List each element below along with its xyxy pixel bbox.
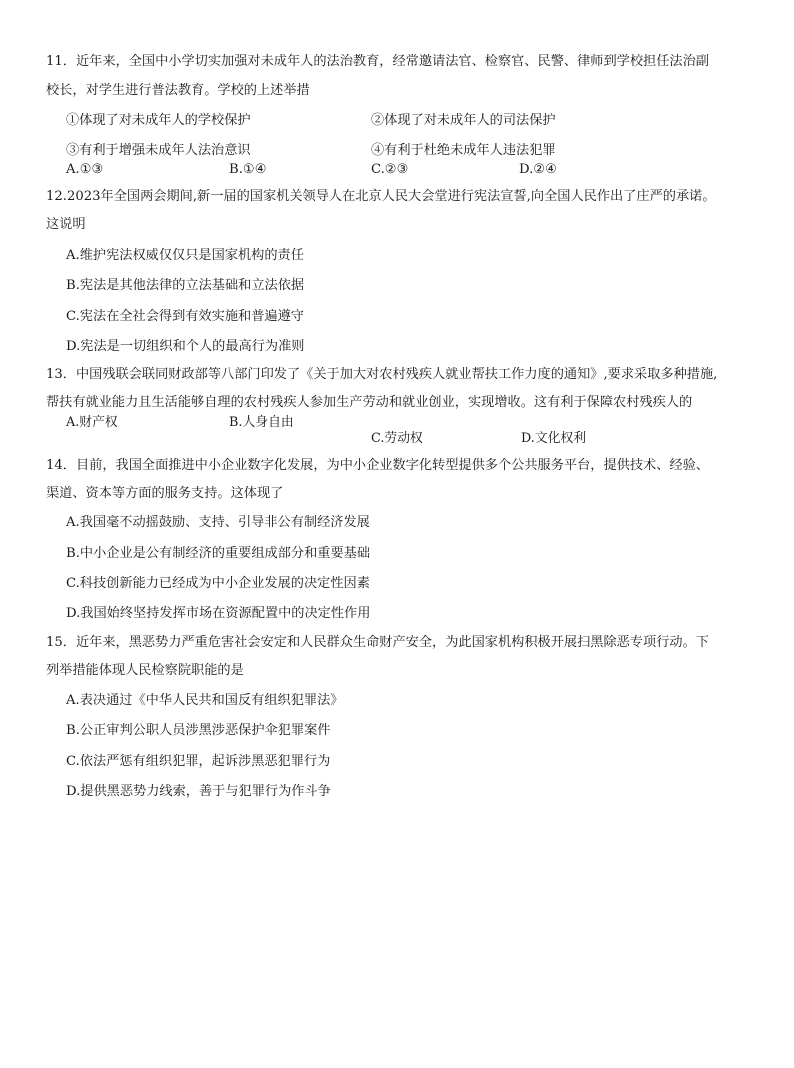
q14-option-c: C.科技创新能力已经成为中小企业发展的决定性因素 xyxy=(66,576,370,591)
q13-option-a: A.财产权 xyxy=(66,415,118,430)
q15-option-b: B.公正审判公职人员涉黑涉恶保护伞犯罪案件 xyxy=(66,723,331,738)
q11-statement-4: ④有利于杜绝未成年人违法犯罪 xyxy=(371,143,556,158)
q13-stem-line1: 13．中国残联会联同财政部等八部门印发了《关于加大对农村残疾人就业帮扶工作力度的通知》,要求采取多种措施, xyxy=(46,367,718,382)
q12-option-c: C.宪法在全社会得到有效实施和普遍遵守 xyxy=(66,309,304,324)
q12-option-a: A.维护宪法权威仅仅只是国家机构的责任 xyxy=(66,248,304,263)
q14-stem-line1: 14．目前，我国全面推进中小企业数字化发展，为中小企业数字化转型提供多个公共服务平台，提供技术、经验、 xyxy=(46,458,709,473)
q13-option-c: C.劳动权 xyxy=(371,431,423,446)
q13-option-d: D.文化权利 xyxy=(521,431,587,446)
q11-stem-line2: 校长，对学生进行普法教育。学校的上述举措 xyxy=(46,83,310,98)
q11-option-c: C.②③ xyxy=(371,162,409,177)
q15-option-d: D.提供黑恶势力线索，善于与犯罪行为作斗争 xyxy=(66,784,331,799)
q14-option-d: D.我国始终坚持发挥市场在资源配置中的决定性作用 xyxy=(66,606,371,621)
q15-option-a: A.表决通过《中华人民共和国反有组织犯罪法》 xyxy=(66,693,344,708)
q12-option-d: D.宪法是一切组织和个人的最高行为准则 xyxy=(66,339,305,354)
q11-stem-line1: 11．近年来，全国中小学切实加强对未成年人的法治教育，经常邀请法官、检察官、民警、律师到学校担任法治副 xyxy=(46,54,709,69)
q11-option-a: A.①③ xyxy=(66,162,104,177)
q11-statement-1: ①体现了对未成年人的学校保护 xyxy=(66,113,251,128)
q12-option-b: B.宪法是其他法律的立法基础和立法依据 xyxy=(66,278,305,293)
q15-stem-line2: 列举措能体现人民检察院职能的是 xyxy=(46,663,244,678)
q15-option-c: C.依法严惩有组织犯罪，起诉涉黑恶犯罪行为 xyxy=(66,754,331,769)
q11-option-d: D.②④ xyxy=(519,162,557,177)
q11-option-b: B.①④ xyxy=(229,162,267,177)
q11-statement-3: ③有利于增强未成年人法治意识 xyxy=(66,143,251,158)
q13-stem-line2: 帮扶有就业能力且生活能够自理的农村残疾人参加生产劳动和就业创业，实现增收。这有利于保障农村残疾人的 xyxy=(46,395,693,410)
q12-stem-line2: 这说明 xyxy=(46,217,86,232)
q13-option-b: B.人身自由 xyxy=(229,415,294,430)
q11-statement-2: ②体现了对未成年人的司法保护 xyxy=(371,113,556,128)
q14-option-a: A.我国毫不动摇鼓励、支持、引导非公有制经济发展 xyxy=(66,515,370,530)
q14-option-b: B.中小企业是公有制经济的重要组成部分和重要基础 xyxy=(66,546,371,561)
q14-stem-line2: 渠道、资本等方面的服务支持。这体现了 xyxy=(46,486,284,501)
q12-stem-line1: 12.2023年全国两会期间,新一届的国家机关领导人在北京人民大会堂进行宪法宣誓,向全国人民作出了庄严的承诺。 xyxy=(46,189,716,204)
q15-stem-line1: 15．近年来，黑恶势力严重危害社会安定和人民群众生命财产安全，为此国家机构积极开展扫黑除恶专项行动。下 xyxy=(46,635,709,650)
